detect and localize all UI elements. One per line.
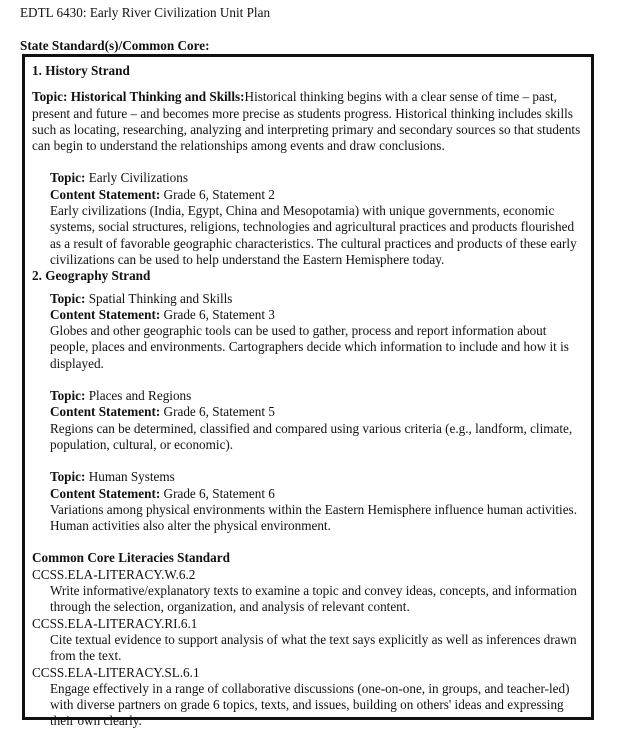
geography-strand-heading: 2. Geography Strand: [32, 268, 151, 284]
history-topic: [32, 89, 585, 154]
topic-label: Topic:: [50, 469, 86, 485]
history-topic-label: Topic: Historical Thinking and Skills:: [32, 89, 245, 105]
document-title: EDTL 6430: Early River Civilization Unit Plan: [20, 5, 271, 20]
standard-text: Engage effectively in a range of collaborative discussions (one-on-one, in groups, and teacher-led) with diverse partners on grade 6 topics, texts, and issues, building on others' ideas and expressing their own clearly.: [50, 680, 570, 729]
topic-label: Topic:: [50, 170, 86, 186]
geography-topic: [32, 469, 585, 534]
standards-box: [22, 54, 594, 729]
topic-name: Spatial Thinking and Skills: [85, 290, 233, 306]
topic-label: Topic:: [50, 290, 86, 306]
standard-text: Cite textual evidence to support analysis of what the text says explicitly as well as inferences drawn from the text.: [50, 631, 577, 664]
standard-code: CCSS.ELA-LITERACY.W.6.2: [32, 566, 196, 582]
content-statement: Grade 6, Statement 6: [160, 485, 275, 501]
topic-description: Globes and other geographic tools can be used to gather, process and report information about people, places and environments. Cartographers decide which information to include and how it is displayed.: [50, 323, 569, 371]
content-statement: Grade 6, Statement 3: [160, 306, 275, 322]
content-statement-label: Content Statement:: [50, 186, 161, 202]
history-strand-heading: 1. History Strand: [32, 63, 130, 78]
content-statement-label: Content Statement:: [50, 404, 161, 420]
standards-label: State Standard(s)/Common Core:: [20, 38, 210, 53]
topic-description: Variations among physical environments within the Eastern Hemisphere influence human activities. Human activities also alter the physical environment.: [50, 501, 577, 534]
topic-name: Early Civilizations: [85, 170, 188, 186]
topic-description: Regions can be determined, classified and compared using various criteria (e.g., landform, climate, population, cultural, or economic).: [50, 420, 573, 452]
geography-topic: [32, 291, 585, 372]
standard-code: CCSS.ELA-LITERACY.RI.6.1: [32, 615, 198, 631]
history-topic-text: Historical thinking begins with a clear sense of time – past, present and future – and becomes more precise as students progress. Historical thinking includes skills such as locating, researching, analyzing and interpreting primary and secondary sources so that students can begin to understand the relationships among events and draw conclusions.: [32, 89, 581, 154]
content-statement-label: Content Statement:: [50, 485, 161, 501]
topic-name: Human Systems: [85, 469, 175, 485]
content-statement: Grade 6, Statement 5: [160, 404, 275, 420]
topic-description: Early civilizations (India, Egypt, China and Mesopotamia) with unique governments, economic systems, social structures, religions, technologies and agricultural practices and products flourished as a result of favorable geographic characteristics. The cultural practices and products of these early civilizations can be used to help understand the Eastern Hemisphere today.: [50, 203, 577, 267]
standard-code: CCSS.ELA-LITERACY.SL.6.1: [32, 664, 200, 680]
common-core-heading: Common Core Literacies Standard: [32, 550, 230, 566]
standard-text: Write informative/explanatory texts to examine a topic and convey ideas, concepts, and information through the selection, organization, and analysis of relevant content.: [50, 583, 577, 615]
topic-name: Places and Regions: [85, 388, 192, 404]
content-statement-label: Content Statement:: [50, 306, 161, 322]
history-subtopic: [32, 170, 585, 268]
topic-label: Topic:: [50, 388, 86, 404]
geography-topic: [32, 388, 585, 453]
content-statement: Grade 6, Statement 2: [160, 186, 275, 202]
